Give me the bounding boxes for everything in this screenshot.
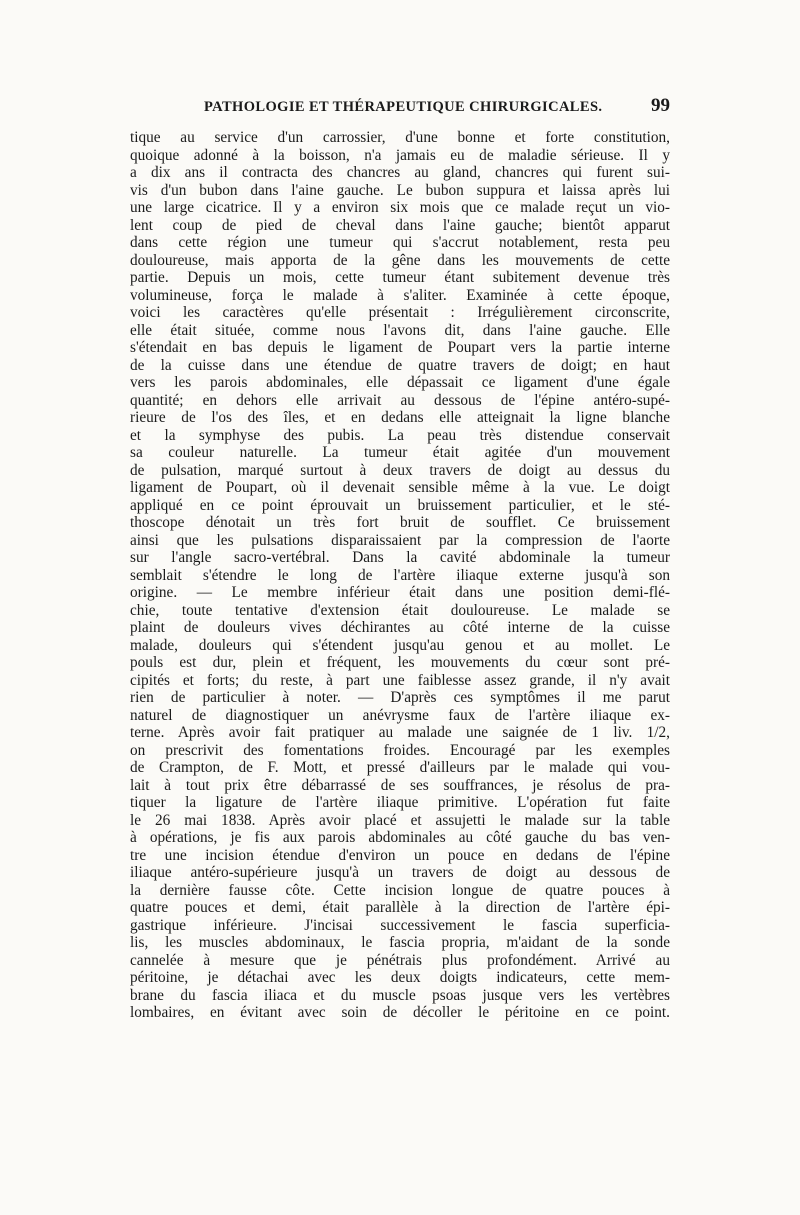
text-line: le 26 mai 1838. Après avoir placé et assujetti le malade sur la table [130, 811, 670, 829]
text-line: on prescrivit des fomentations froides. Encouragé par les exemples [130, 741, 670, 759]
text-line: semblait s'étendre le long de l'artère iliaque externe jusqu'à son [130, 566, 670, 584]
text-line: cannelée à mesure que je pénétrais plus profondément. Arrivé au [130, 951, 670, 969]
text-line: s'étendait en bas depuis le ligament de Poupart vers la partie interne [130, 339, 670, 356]
text-line: tique au service d'un carrossier, d'une bonne et forte constitution, [130, 129, 670, 146]
text-line: lait à tout prix être débarrassé de ses souffrances, je résolus de pra- [130, 776, 670, 794]
text-line: rieure de l'os des îles, et en dedans elle atteignait la ligne blanche [130, 409, 670, 426]
text-line: quatre pouces et demi, était parallèle à la direction de l'artère épi- [130, 899, 670, 916]
text-line: quantité; en dehors elle arrivait au dessous de l'épine antéro-supé- [130, 391, 670, 409]
text-line: tiquer la ligature de l'artère iliaque primitive. L'opération fut faite [130, 794, 670, 811]
text-line: lent coup de pied de cheval dans l'aine gauche; bientôt apparut [130, 216, 670, 234]
text-line: volumineuse, força le malade à s'aliter. Examinée à cette époque, [130, 286, 670, 304]
text-line: chie, toute tentative d'extension était douloureuse. Le malade se [130, 601, 670, 619]
text-line: a dix ans il contracta des chancres au gland, chancres qui furent sui- [130, 164, 670, 181]
body-text [130, 129, 670, 1022]
text-line: naturel de diagnostiquer un anévrysme faux de l'artère iliaque ex- [130, 706, 670, 724]
text-line: lombaires, en évitant avec soin de décoller le péritoine en ce point. [130, 1004, 670, 1021]
text-line: vers les parois abdominales, elle dépassait ce ligament d'une égale [130, 374, 670, 391]
text-line: à opérations, je fis aux parois abdominales au côté gauche du bas ven- [130, 829, 670, 846]
text-line: sur l'angle sacro-vertébral. Dans la cavité abdominale la tumeur [130, 549, 670, 566]
text-line: vis d'un bubon dans l'aine gauche. Le bubon suppura et laissa après lui [130, 181, 670, 199]
text-line: quoique adonné à la boisson, n'a jamais eu de maladie sérieuse. Il y [130, 146, 670, 164]
text-line: de Crampton, de F. Mott, et pressé d'ailleurs par le malade qui vou- [130, 759, 670, 776]
text-line: ainsi que les pulsations disparaissaient par la compression de l'aorte [130, 531, 670, 549]
text-line: rien de particulier à noter. — D'après ces symptômes il me parut [130, 689, 670, 706]
page-number: 99 [651, 95, 670, 116]
running-title: PATHOLOGIE ET THÉRAPEUTIQUE CHIRURGICALES. [204, 99, 603, 115]
text-line: dans cette région une tumeur qui s'accrut notablement, resta peu [130, 234, 670, 251]
running-head [130, 95, 670, 123]
book-page [130, 0, 670, 1215]
text-line: thoscope dénotait un très fort bruit de soufflet. Ce bruissement [130, 514, 670, 531]
text-line: la dernière fausse côte. Cette incision longue de quatre pouces à [130, 881, 670, 899]
text-line: voici les caractères qu'elle présentait : Irrégulièrement circonscrite, [130, 304, 670, 321]
text-line: de pulsation, marqué surtout à deux travers de doigt au dessus du [130, 461, 670, 479]
text-line: iliaque antéro-supérieure jusqu'à un travers de doigt au dessous de [130, 864, 670, 881]
text-line: terne. Après avoir fait pratiquer au malade une saignée de 1 liv. 1/2, [130, 724, 670, 741]
text-line: ligament de Poupart, où il devenait sensible même à la vue. Le doigt [130, 479, 670, 496]
text-line: sa couleur naturelle. La tumeur était agitée d'un mouvement [130, 444, 670, 461]
text-line: cipités et forts; du reste, à part une faiblesse assez grande, il n'y avait [130, 671, 670, 689]
text-line: douloureuse, mais apporta de la gêne dans les mouvements de cette [130, 251, 670, 269]
text-line: brane du fascia iliaca et du muscle psoas jusque vers les vertèbres [130, 986, 670, 1004]
text-line: et la symphyse des pubis. La peau très distendue conservait [130, 426, 670, 444]
text-line: lis, les muscles abdominaux, le fascia propria, m'aidant de la sonde [130, 934, 670, 951]
text-line: plaint de douleurs vives déchirantes au côté interne de la cuisse [130, 619, 670, 636]
text-line: péritoine, je détachai avec les deux doigts indicateurs, cette mem- [130, 969, 670, 986]
text-line: appliqué en ce point éprouvait un bruissement particulier, et le sté- [130, 496, 670, 514]
text-line: partie. Depuis un mois, cette tumeur étant subitement devenue très [130, 269, 670, 286]
text-line: de la cuisse dans une étendue de quatre travers de doigt; en haut [130, 356, 670, 374]
text-line: gastrique inférieure. J'incisai successivement le fascia superficia- [130, 916, 670, 934]
text-line: origine. — Le membre inférieur était dans une position demi-flé- [130, 584, 670, 601]
text-line: tre une incision étendue d'environ un pouce en dedans de l'épine [130, 846, 670, 864]
text-line: malade, douleurs qui s'étendent jusqu'au genou et au mollet. Le [130, 636, 670, 654]
text-line: elle était située, comme nous l'avons dit, dans l'aine gauche. Elle [130, 321, 670, 339]
text-line: une large cicatrice. Il y a environ six mois que ce malade reçut un vio- [130, 199, 670, 216]
text-line: pouls est dur, plein et fréquent, les mouvements du cœur sont pré- [130, 654, 670, 671]
